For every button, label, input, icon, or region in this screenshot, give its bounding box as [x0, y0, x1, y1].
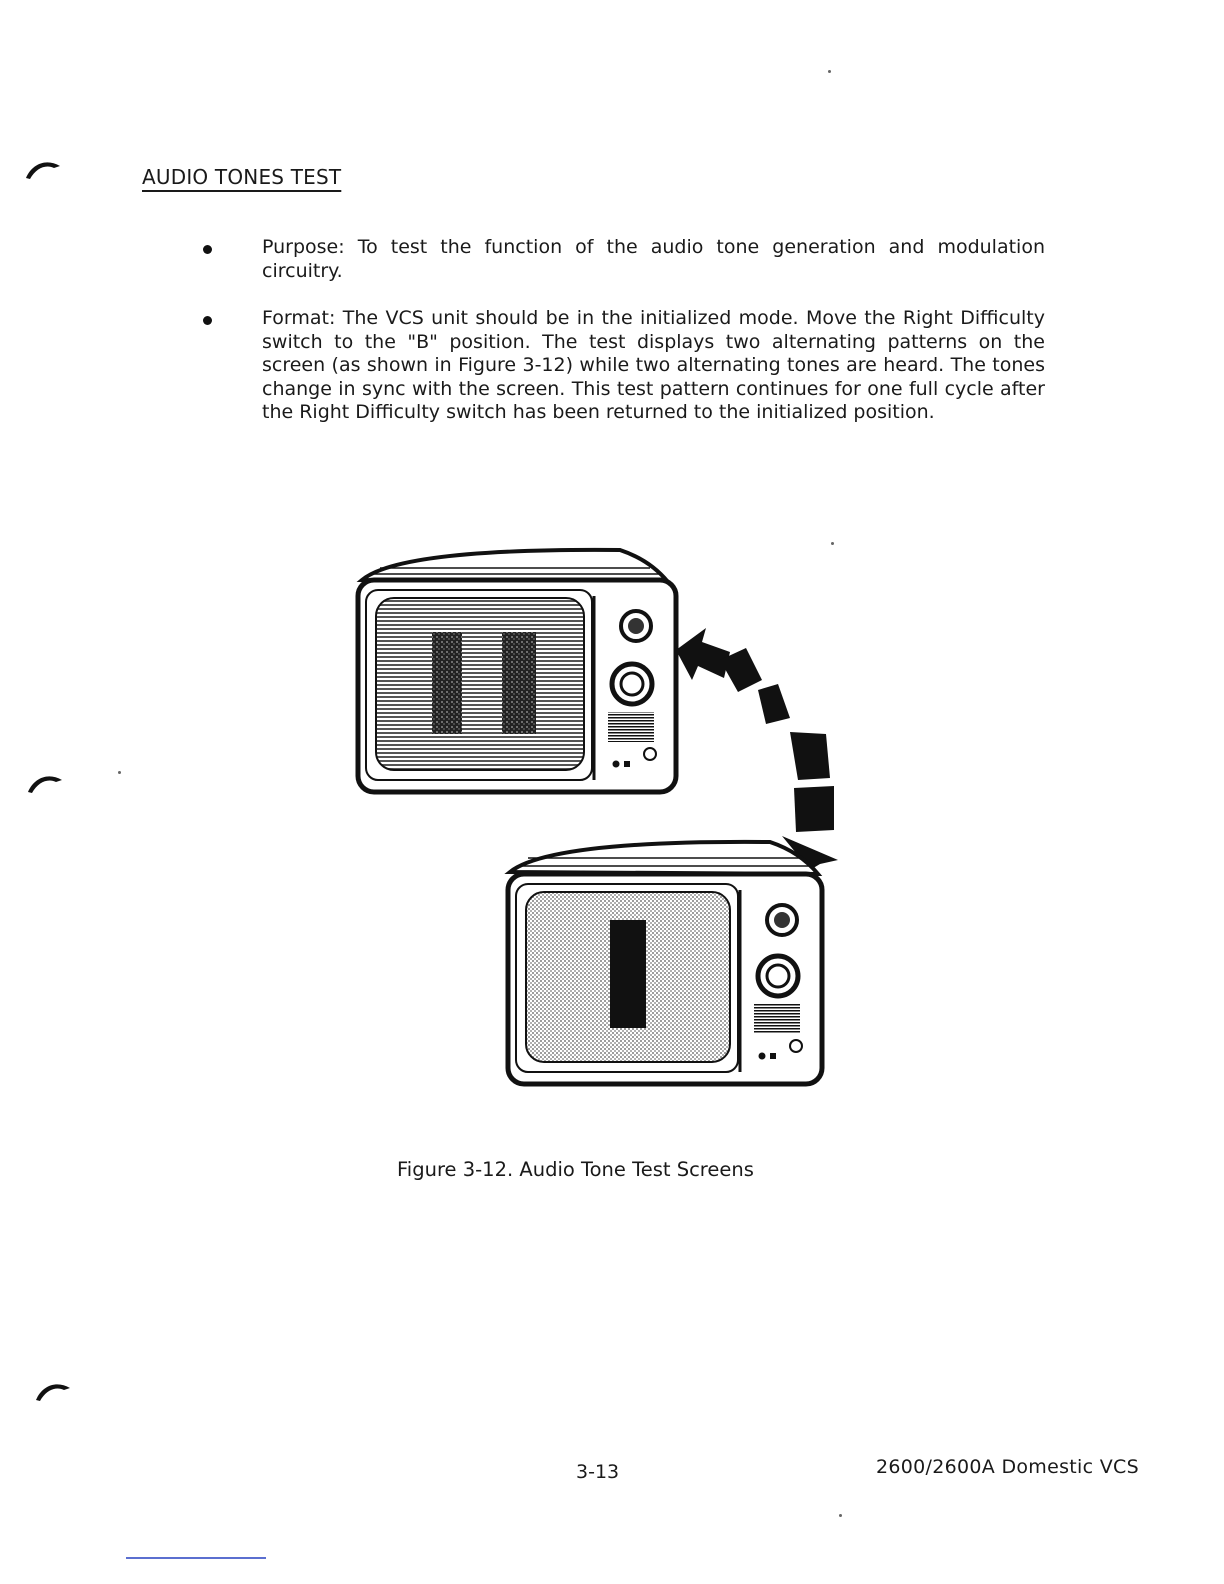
bullet-purpose-text: Purpose: To test the function of the audio tone generation and modulation circuitry. [262, 236, 1045, 282]
binder-punch-mark-middle [26, 772, 64, 794]
page-number: 3-13 [576, 1461, 620, 1483]
document-id: 2600/2600A Domestic VCS [876, 1456, 1139, 1478]
bullet-dot-icon [203, 245, 212, 254]
scan-speck [118, 771, 121, 774]
figure-caption: Figure 3-12. Audio Tone Test Screens [397, 1158, 754, 1181]
cycle-arrow-icon [676, 628, 838, 870]
bullet-dot-icon [203, 316, 212, 325]
bullet-purpose [200, 236, 1045, 283]
tv-two-bars-icon [358, 550, 676, 792]
bullet-format-text: Format: The VCS unit should be in the initialized mode. Move the Right Difficulty switch to the "B" position. The test displays two alternating patterns on the screen (as shown in Figure 3-12) while two alternating tones are heard. The tones change in sync with the screen. This test pattern continues for one full cycle after the Right Difficulty switch has been returned to the initialized position. [262, 307, 1045, 423]
scan-speck [828, 70, 831, 73]
section-title: AUDIO TONES TEST [142, 165, 342, 189]
binder-punch-mark-bottom [34, 1380, 72, 1402]
scan-speck [839, 1514, 842, 1517]
tv-one-bar-icon [508, 842, 822, 1084]
scan-speck [831, 542, 834, 545]
bottom-rule [126, 1557, 266, 1559]
figure-3-12 [350, 540, 850, 1100]
bullet-format [200, 307, 1045, 425]
binder-punch-mark-top [24, 158, 62, 180]
bullet-list [200, 236, 1045, 449]
